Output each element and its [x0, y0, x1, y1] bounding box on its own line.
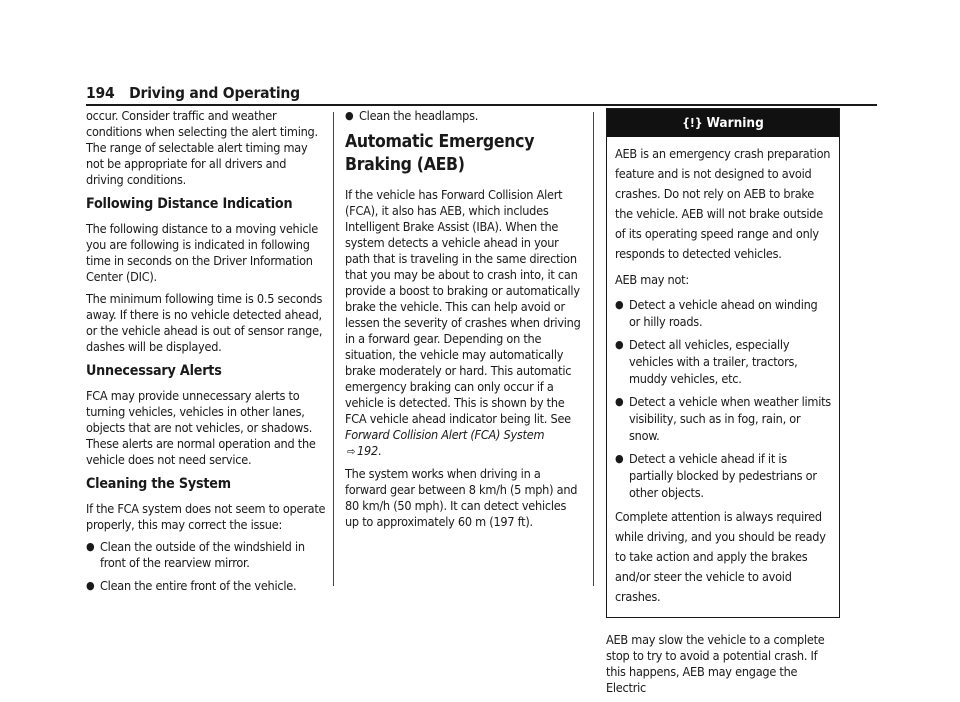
- aeb-paragraph-2: The system works when driving in a forward gear between 8 km/h (5 mph) and 80 km/h (50 mph). It can detect vehicles up to approximately 60 m (197 ft).: [345, 466, 578, 529]
- list-item: ● Clean the headlamps.: [345, 108, 479, 123]
- cross-reference-link[interactable]: Forward Collision Alert (FCA) System: [345, 427, 545, 442]
- cleaning-paragraph: If the FCA system does not seem to operate properly, this may correct the issue:: [86, 501, 326, 532]
- list-item: ● Detect a vehicle ahead on winding or hilly roads.: [615, 297, 818, 329]
- page-number: 194: [86, 84, 115, 102]
- following-paragraph-1: The following distance to a moving vehicle you are following is indicated in following time in seconds on the Driver Information Center (DIC).: [86, 221, 318, 284]
- list-item: ● Detect a vehicle ahead if it is partially blocked by pedestrians or other objects.: [615, 451, 817, 500]
- intro-paragraph: occur. Consider traffic and weather conditions when selecting the alert timing. The range of selectable alert timing may not be appropriate for all drivers and driving conditions.: [86, 108, 318, 187]
- column-divider-2: [593, 112, 594, 586]
- bullet-icon: ●: [86, 579, 95, 592]
- list-item: ● Detect a vehicle when weather limits visibility, such as in fog, rain, or snow.: [615, 394, 831, 443]
- heading-cleaning-system: Cleaning the System: [86, 476, 231, 492]
- cleaning-list: [86, 539, 326, 594]
- warning-paragraph-3: Complete attention is always required while driving, and you should be ready to take action and apply the brakes and/or steer the vehicle to avoid crashes.: [615, 509, 826, 604]
- warning-header: [607, 109, 839, 137]
- column-2: [345, 108, 581, 536]
- section-title: Driving and Operating: [129, 84, 300, 102]
- bullet-icon: ●: [615, 395, 624, 408]
- heading-following-distance: Following Distance Indication: [86, 196, 293, 212]
- list-item: ● Clean the entire front of the vehicle.: [86, 578, 297, 593]
- column-1: [86, 108, 326, 601]
- list-item: ● Detect all vehicles, especially vehicles with a trailer, tractors, muddy vehicles, etc.: [615, 337, 798, 386]
- cleaning-list-continued: [345, 108, 581, 124]
- after-warning-paragraph: AEB may slow the vehicle to a complete stop to try to avoid a potential crash. If this happens, AEB may engage the Electric: [606, 632, 825, 695]
- heading-unnecessary-alerts: Unnecessary Alerts: [86, 363, 222, 379]
- warning-paragraph-1: AEB is an emergency crash preparation feature and is not designed to avoid crashes. Do not rely on AEB to brake the vehicle. AEB will not brake outside of its operating speed range and only responds to detected vehicles.: [615, 146, 831, 261]
- list-item: ● Clean the outside of the windshield in front of the rearview mirror.: [86, 539, 305, 570]
- page-reference-arrow-icon: ⇨: [347, 445, 356, 458]
- aeb-paragraph-1: If the vehicle has Forward Collision Alert (FCA), it also has AEB, which includes Intelligent Brake Assist (IBA). When the system detects a vehicle ahead in your path that is traveling in the same direction that you may be about to crash into, it can provide a boost to braking or automatically brake the vehicle. This can help avoid or lessen the severity of crashes when driving in a forward gear. Depending on the situation, the vehicle may automatically brake moderately or hard. This automatic emergency braking can only occur if a vehicle is detected. This is shown by the FCA vehicle ahead indicator being lit. See Forward Collision Alert (FCA) System ⇨ 192.: [345, 187, 581, 458]
- heading-aeb: Automatic Emergency Braking (AEB): [345, 132, 535, 175]
- bullet-icon: ●: [615, 298, 624, 311]
- bullet-icon: ●: [615, 338, 624, 351]
- bullet-icon: ●: [86, 540, 95, 553]
- header-rule: [86, 104, 877, 106]
- cross-reference-page[interactable]: 192: [357, 443, 378, 458]
- warning-list: [615, 296, 831, 501]
- column-divider-1: [333, 112, 334, 586]
- unnecessary-paragraph: FCA may provide unnecessary alerts to turning vehicles, vehicles in other lanes, objects that are not vehicles, or shadows. These alerts are normal operation and the vehicle does not need service.: [86, 388, 316, 467]
- warning-box: [606, 108, 840, 618]
- page-header: [86, 84, 876, 102]
- warning-icon: {!}: [682, 116, 703, 130]
- warning-paragraph-2: AEB may not:: [615, 272, 689, 287]
- following-paragraph-2: The minimum following time is 0.5 seconds away. If there is no vehicle detected ahead, or the vehicle ahead is out of sensor range, dashes will be displayed.: [86, 291, 323, 354]
- warning-title: Warning: [706, 115, 764, 131]
- bullet-icon: ●: [345, 109, 354, 122]
- bullet-icon: ●: [615, 452, 624, 465]
- column-3: [606, 108, 840, 702]
- warning-body: [607, 137, 839, 617]
